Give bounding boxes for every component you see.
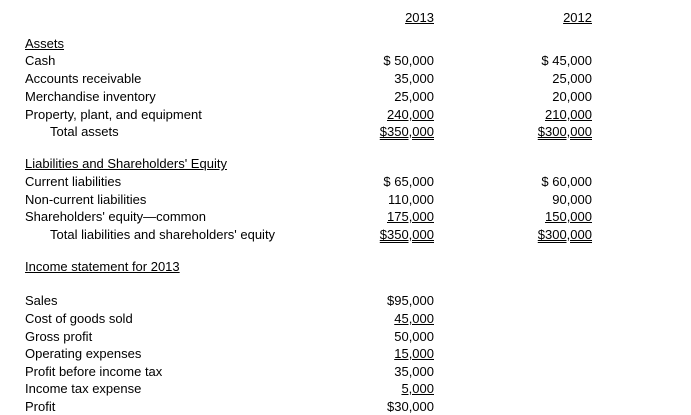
column-header-2013: 2013 [405,10,434,25]
shareholders-equity-2013: 175,000 [387,209,434,224]
row-label-sales: Sales [25,293,58,308]
row-label-cash: Cash [25,53,56,68]
cogs-2013: 45,000 [394,311,434,326]
row-label-noncurrent-liabilities: Non-current liabilities [25,192,147,207]
row-label-gross-profit: Gross profit [25,329,93,344]
total-assets-2012: $300,000 [537,124,592,139]
accounts-receivable-2012: 25,000 [552,71,592,86]
current-liabilities-2013: $ 65,000 [383,174,434,189]
row-label-operating-expenses: Operating expenses [25,346,142,361]
column-header-2012: 2012 [563,10,592,25]
income-statement-heading: Income statement for 2013 [25,259,180,274]
row-label-total-liabilities-equity: Total liabilities and shareholders' equity [50,227,276,242]
shareholders-equity-2012: 150,000 [545,209,592,224]
ppe-2013: 240,000 [387,107,434,122]
merchandise-inventory-2012: 20,000 [552,89,592,104]
cash-2013: $ 50,000 [383,53,434,68]
row-label-total-assets: Total assets [50,124,119,139]
noncurrent-liabilities-2012: 90,000 [552,192,592,207]
row-label-accounts-receivable: Accounts receivable [25,71,142,86]
row-label-merchandise-inventory: Merchandise inventory [25,89,156,104]
ppe-2012: 210,000 [545,107,592,122]
cash-2012: $ 45,000 [541,53,592,68]
total-liabilities-equity-2012: $300,000 [537,227,592,242]
row-label-current-liabilities: Current liabilities [25,174,122,189]
gross-profit-2013: 50,000 [394,329,434,344]
current-liabilities-2012: $ 60,000 [541,174,592,189]
row-label-profit-before-tax: Profit before income tax [25,364,163,379]
profit-2013: $30,000 [387,399,434,414]
total-assets-2013: $350,000 [379,124,434,139]
operating-expenses-2013: 15,000 [394,346,434,361]
assets-heading: Assets [25,36,65,51]
row-label-profit: Profit [25,399,56,414]
total-liabilities-equity-2013: $350,000 [379,227,434,242]
sales-2013: $95,000 [387,293,434,308]
merchandise-inventory-2013: 25,000 [394,89,434,104]
profit-before-tax-2013: 35,000 [394,364,434,379]
row-label-cogs: Cost of goods sold [25,311,133,326]
row-label-income-tax-expense: Income tax expense [25,381,142,396]
liabilities-heading: Liabilities and Shareholders' Equity [25,156,227,171]
row-label-ppe: Property, plant, and equipment [25,107,202,122]
accounts-receivable-2013: 35,000 [394,71,434,86]
income-tax-expense-2013: 5,000 [401,381,434,396]
noncurrent-liabilities-2013: 110,000 [387,192,434,207]
row-label-shareholders-equity: Shareholders' equity—common [25,209,206,224]
